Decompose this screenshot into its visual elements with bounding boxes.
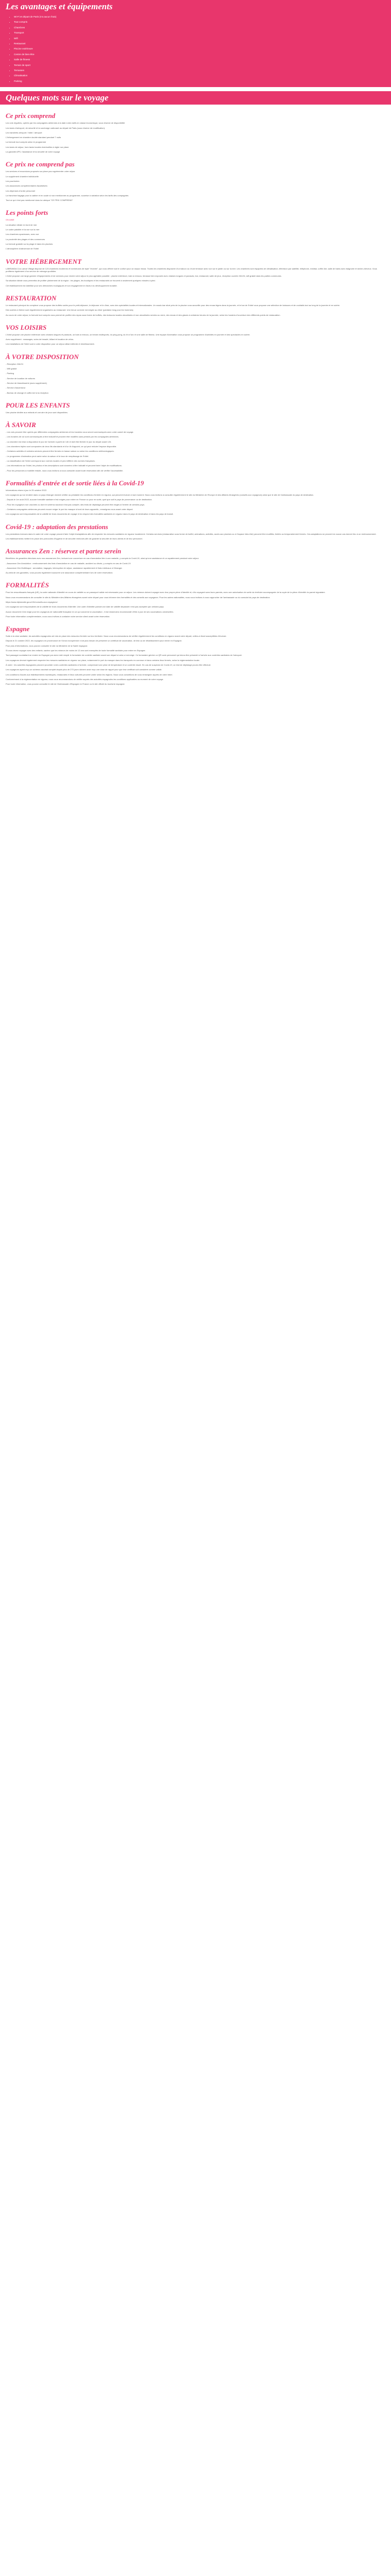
section-paragraph: Pour plus d'informations, vous pouvez consulter le site du Ministère de la Santé espagnol. — [6, 644, 88, 647]
section-heading: RESTAURATION — [6, 294, 57, 302]
info-section — [6, 581, 385, 618]
section-paragraph: L'hébergement en chambre double standard pendant 7 nuits — [6, 136, 61, 139]
info-section — [6, 523, 385, 540]
section-paragraph: - Certaines activités et certains services peuvent être fermés en basse saison ou selon les conditions météorologiques. — [6, 450, 115, 453]
section-paragraph: Les conditions d'accès aux établissements touristiques, restaurants et lieux culturels peuvent varier selon les régions. Nous vous conseillons de vous renseigner auprès de votre hôtel. — [6, 673, 173, 676]
section-paragraph: Bénéficiez de garanties étendues avec nos assurances Zen, incluant une couverture en cas d'annulation liée à une maladie, y compris la Covid-19, ainsi qu'une assistance et un rapatriement pendant votre séjour. — [6, 557, 199, 560]
section-heading: Les points forts — [6, 209, 48, 217]
info-section — [6, 353, 385, 394]
section-paragraph: Conformément à la réglementation en vigueur, nous vous recommandons de vérifier auprès des autorités espagnoles les conditions applicables au moment de votre voyage. — [6, 677, 164, 681]
section-paragraph: - Réception 24h/24 — [6, 362, 23, 365]
section-paragraph: Au cours de votre séjour, la formule tout compris vous permet de profiter des repas sous forme de buffets, des boissons locales alcoolisées et non alcoolisées servies au verre, des encas et des glaces à certaines heures de la journée, selon les horaires d'ouverture des différents points de restauration. — [6, 313, 281, 316]
section-paragraph: - Assurance Zen Annulation : remboursement des frais d'annulation en cas de maladie, accident ou décès, y compris en cas de Covid-19. — [6, 562, 132, 565]
info-section — [6, 258, 385, 287]
section-paragraph: Le restaurant principal du complexe vous propose des buffets variés pour le petit-déjeuner, le déjeuner et le dîner, avec des spécialités locales et internationales. Un snack-bar situé près de la piscine vous accueille pour des encas légers dans la journée, et le bar de l'hôtel vous propose une sélection de boissons et de cocktails tout au long de la journée et en soirée. — [6, 304, 340, 307]
section-paragraph: - Service de location de voitures — [6, 377, 35, 380]
section-paragraph: Les prestations incluses dans le cadre de votre voyage peuvent faire l'objet d'adaptations afin de respecter les mesures sanitaires en vigueur localement. Certains services (restauration sous forme de buffet, animations, activités, accès aux piscines ou à l'espace bien-être) peuvent être modifiés, limités ou temporairement fermés. Ces adaptations ne peuvent en aucun cas donner lieu à un remboursement. — [6, 532, 377, 535]
section-paragraph: - Pour les voyageurs non vaccinés ou dont le schéma vaccinal n'est pas complet, des tests de dépistage peuvent être exigés à l'entrée de certains pays. — [6, 503, 145, 506]
section-paragraph: Au-delà de ces garanties, vous pouvez également souscrire une assurance complémentaire lors de votre réservation. — [6, 571, 113, 574]
section-paragraph: Informations mises à jour le 25 octobre 2022. — [6, 488, 47, 492]
section-paragraph: Tout passager souhaitant se rendre en Espagne par avion doit remplir le formulaire de contrôle sanitaire avant son départ si celui-ci est exigé. Ce formulaire génère un QR code personnel qui devra être présenté à l'arrivée aux contrôles sanitaires de l'aéroport. — [6, 654, 242, 657]
section-paragraph: L'atmosphère chaleureuse de l'hôtel — [6, 247, 39, 250]
section-paragraph: Les voyageurs sont responsables de la validité de leurs documents de voyage et du respect des formalités sanitaires en vigueur dans le pays de destination et dans les pays de transit. — [6, 513, 174, 516]
section-paragraph: - Bureau de change et coffre-fort à la réception — [6, 391, 48, 394]
section-paragraph: L'hôtel propose une piscine extérieure avec chaises longues et parasols, un bain à remous, un terrain multisports, du ping-pong, du tir à l'arc et une salle de fitness. Une équipe d'animation vous propose un programme d'activités en journée et des spectacles en soirée. — [6, 333, 250, 336]
section-paragraph: Les voyageurs sont responsables de la validité de leurs documents d'identité. Une carte d'identité portant une date de validité dépassée n'est pas acceptée par certains pays. — [6, 605, 165, 608]
section-heading: Formalités d'entrée et de sortie liées à la Covid-19 — [6, 479, 144, 487]
section-paragraph: - Les chambres triples sont composées de deux lits standards et d'un lit d'appoint, ce qui peut réduire l'espace disponible. — [6, 445, 117, 448]
info-section — [6, 625, 385, 685]
info-content — [0, 105, 391, 685]
section-paragraph: Pour toute information complémentaire, nous vous invitons à contacter notre service client avant votre réservation. — [6, 615, 110, 618]
section-paragraph: - La chambre est mise à disposition le jour de l'arrivée à partir de 14h et doit être libérée le jour du départ avant 12h. — [6, 440, 112, 443]
section-paragraph: La garantie APS, l'assistance et la sécurité de votre voyage — [6, 150, 60, 154]
section-paragraph: La proximité des plages et des commerces — [6, 238, 45, 241]
section-paragraph: Les assurances complémentaires facultatives — [6, 184, 47, 188]
section-paragraph: Les voyageurs ayant reçu un schéma vaccinal complet depuis plus de 270 jours doivent avoir reçu une dose de rappel pour que leur certificat soit considéré comme valide. — [6, 668, 162, 671]
info-section — [6, 160, 385, 201]
section-paragraph: Si vous devez voyager avec des enfants, sachez que les mineurs de moins de 12 ans sont exemptés de toute formalité sanitaire pour entrer en Espagne. — [6, 649, 146, 652]
section-paragraph: - Les vols peuvent être opérés par différentes compagnies aériennes et les horaires vous seront communiqués avec votre carnet de voyage. — [6, 431, 134, 434]
section-paragraph: Les chambres spacieuses, avec vue — [6, 233, 39, 236]
section-paragraph: Les voyageurs qui se rendent dans un pays étranger doivent vérifier au préalable les conditions d'entrée en vigueur, qui peuvent évoluer à tout moment. Nous vous invitons à consulter régulièrement le site du Ministère de l'Europe et des Affaires étrangères (conseils aux voyageurs) ainsi que le site de l'ambassade du pays de destination. — [6, 494, 314, 497]
section-heading: À VOTRE DISPOSITION — [6, 352, 79, 361]
section-paragraph: LABRANDA Cos Lamar Village dispose de 124 chambres modernes et lumineuses de style "récente", qui vous offrent tout le confort pour un séjour réussi. Toutes les chambres disposent d'un balcon ou d'une terrasse avec vue sur le jardin ou sur la mer. Les chambres sont équipées de climatisation, télévision par satellite, téléphone, minibar, coffre-fort, salle de bains avec baignoire et sèche-cheveux. Vous profiterez également d'un service de ménage quotidien. — [6, 267, 377, 273]
section-paragraph: Nous vous recommandons de consulter le site du Ministère des Affaires étrangères avant votre départ pour vous informer des formalités et des conseils aux voyageurs. Pour les autres nationalités, nous vous invitons à vous rapprocher de l'ambassade ou du consulat du pays de destination. — [6, 596, 270, 599]
section-paragraph: - Wifi gratuit — [6, 367, 17, 370]
advantages-list — [0, 13, 391, 87]
info-section — [6, 479, 385, 516]
section-paragraph: - Certaines compagnies aériennes peuvent encore exiger le port du masque à bord de leurs appareils ; renseignez-vous avant votre départ. — [6, 508, 134, 511]
section-paragraph: Des soirées à thème sont régulièrement organisées au restaurant. Une tenue correcte est exigée au dîner (pantalon long pour les hommes). — [6, 309, 134, 312]
section-paragraph: - Le programme d'animation peut varier selon la saison et le taux de remplissage de l'hôtel. — [6, 454, 89, 457]
section-paragraph: Cet établissement est labellisé pour ses démarches écologiques et son engagement en faveur du développement durable. — [6, 284, 118, 287]
section-paragraph: - Pour les personnes à mobilité réduite, nous vous invitons à nous contacter avant toute réservation afin de vérifier l'accessibilité. — [6, 469, 123, 472]
section-paragraph: - Les informations sur l'hôtel, les photos et les descriptions sont données à titre indicatif et peuvent faire l'objet de modifications. — [6, 464, 122, 467]
advantage-item: • Wi-Fi et départ de Paris (n'a aucun frais) — [14, 14, 391, 20]
section-paragraph: - La classification de l'hôtel correspond aux normes locales et peut différer des normes françaises. — [6, 459, 95, 462]
info-section — [6, 324, 385, 346]
section-paragraph: - Service d'ascenseur — [6, 386, 26, 389]
section-subheading: ON AIME — [6, 218, 14, 222]
section-paragraph: L'hôtel propose une large gamme d'équipements et de services pour rendre votre séjour le plus agréable possible : piscine extérieure, bain à remous, terrasse bien exposée avec chaises longues et parasols, bar, restaurant, salle de jeux, réception ouverte 24h/24, wifi gratuit dans les parties communes. — [6, 275, 282, 278]
section-heading: VOTRE HÉBERGEMENT — [6, 257, 82, 265]
section-paragraph: Les dépenses d'ordre personnel — [6, 189, 36, 192]
section-paragraph: Suite à la crise sanitaire, les autorités espagnoles ont mis en place des mesures d'entrée sur leur territoire. Nous vous recommandons de vérifier régulièrement les conditions en vigueur avant votre départ, celles-ci étant susceptibles d'évoluer. — [6, 635, 227, 638]
info-section — [6, 209, 385, 250]
advantage-item: • Tout compris — [14, 20, 391, 25]
section-heading: POUR LES ENFANTS — [6, 401, 70, 409]
section-paragraph: - Assurance Zen Multirisque : annulation, bagages, interruption de séjour, assistance rapatriement et frais médicaux à l'étranger. — [6, 566, 123, 569]
section-heading: Ce prix ne comprend pas — [6, 160, 75, 168]
section-paragraph: Pour les ressortissants français (UE), la carte nationale d'identité en cours de validité ou un passeport valide est nécessaire pour ce séjour. Les mineurs doivent voyager avec leur propre pièce d'identité et, s'ils voyagent sans leurs parents, avec une autorisation de sortie du territoire accompagnée de la copie de la pièce d'identité du parent signataire. — [6, 591, 325, 594]
advantage-item: • Centre de bien-être — [14, 52, 391, 57]
advantages-header: Les avantages et équipements — [0, 0, 391, 13]
section-paragraph: La franchise bagage pour la cabine et en soute si non mentionnée au programme, soumise à variation selon les tarifs des compagnies — [6, 194, 128, 197]
section-paragraph: Les transferts aéroport / hôtel / aéroport — [6, 131, 42, 134]
section-paragraph: Une piscine dédiée aux enfants et une aire de jeux sont disponibles. — [6, 411, 68, 414]
section-paragraph: - Les horaires de vol sont communiqués à titre indicatif et peuvent être modifiés sans préavis par les compagnies aériennes. — [6, 435, 119, 438]
section-paragraph: Tout ce qui n'est pas mentionné dans la rubrique "CE PRIX COMPREND" — [6, 199, 73, 202]
section-heading: Ce prix comprend — [6, 112, 56, 120]
advantage-item: • Wifi — [14, 36, 391, 41]
section-paragraph: Les installations de l'hôtel sont à votre disposition pour un séjour alliant détente et divertissement. — [6, 343, 95, 346]
advantage-item: • Terrasses — [14, 68, 391, 73]
section-paragraph: https://www.diplomatie.gouv.fr/fr/conseils-aux-voyageurs/ — [6, 600, 58, 603]
info-section — [6, 421, 385, 472]
info-header: Quelques mots sur le voyage — [0, 91, 391, 105]
section-heading: VOS LOISIRS — [6, 323, 47, 331]
section-paragraph: Les taxes de séjour, hors taxes locales éventuelles à régler sur place — [6, 145, 69, 148]
section-paragraph: Sa situation idéale vous permettra de profiter pleinement de la région : les plages, les boutiques et les restaurants se trouvent à seulement quelques minutes à pied. — [6, 279, 156, 282]
advantage-item: • Piscine extérieure — [14, 46, 391, 52]
section-paragraph: La formule tout compris selon le programme — [6, 141, 46, 144]
info-section — [6, 294, 385, 316]
advantage-item: • Salle de fitness — [14, 57, 391, 62]
section-paragraph: Les voyageurs devront également respecter les mesures sanitaires en vigueur sur place, notamment le port du masque dans les transports en commun et dans certains lieux fermés, selon la réglementation locale. — [6, 658, 200, 662]
section-paragraph: Aucun document n'est exigé pour les voyageurs de nationalité française en ce qui concerne la vaccination ; il est néanmoins recommandé d'être à jour de ses vaccinations universelles. — [6, 610, 174, 613]
advantage-item: • Transport — [14, 30, 391, 36]
advantage-item: • Chambres — [14, 25, 391, 30]
advantage-item: • Climatisation — [14, 73, 391, 78]
section-heading: À SAVOIR — [6, 421, 36, 429]
section-paragraph: - Parking — [6, 372, 14, 375]
advantage-item: • Terrain de sport — [14, 63, 391, 68]
section-paragraph: La situation idéale en bord de mer — [6, 223, 37, 226]
info-section — [6, 401, 385, 414]
section-heading: Assurances Zen : réservez et partez serein — [6, 547, 121, 555]
section-heading: Covid-19 : adaptation des prestations — [6, 522, 108, 531]
section-paragraph: À noter : les autorités espagnoles peuvent procéder à des contrôles sanitaires à l'arrivée, comprenant une prise de température et un contrôle visuel. En cas de suspicion de Covid-19, un test de dépistage pourra être effectué. — [6, 663, 211, 666]
advantage-item: • Parking — [14, 79, 391, 84]
section-paragraph: - Service de blanchisserie (avec supplément) — [6, 381, 47, 384]
section-paragraph: Depuis le 21 octobre 2022, les voyageurs en provenance de l'Union européenne n'ont plus besoin de présenter un certificat de vaccination, de test ou de rétablissement pour entrer en Espagne. — [6, 639, 182, 642]
info-section — [6, 547, 385, 574]
section-heading: FORMALITÉS — [6, 581, 49, 589]
section-paragraph: - Depuis le 1er août 2022, aucune formalité sanitaire n'est exigée pour entrer en France ou pour en sortir, quel que soit le pays de provenance ou de destination. — [6, 498, 153, 501]
section-paragraph: Les établissements mettent en place des protocoles d'hygiène et de sécurité renforcés afin de garantir la sécurité de leurs clients et de leur personnel. — [6, 537, 143, 540]
page — [0, 0, 391, 685]
advantage-item: • Restaurant — [14, 41, 391, 46]
info-section — [6, 112, 385, 153]
section-paragraph: Les services et excursions proposés sur place pour agrémenter votre séjour — [6, 170, 75, 173]
section-paragraph: Les vols réguliers, opérés par les compagnies aériennes à la date à des tarifs en classe économique, sous réserve de disponibilité — [6, 122, 125, 125]
section-paragraph: Pour toute information, vous pouvez consulter le site de l'Ambassade d'Espagne en France ou le site officiel du tourisme espagnol. — [6, 683, 125, 686]
section-heading: Espagne — [6, 625, 30, 633]
section-paragraph: La formule gratuite sur la plage et dans les piscines — [6, 242, 53, 245]
section-paragraph: Le cadre paisible et la vue sur la mer — [6, 228, 40, 231]
section-paragraph: Avec supplément : massages, soins de beauté, billard et location de vélos. — [6, 338, 74, 341]
section-paragraph: Les pourboires — [6, 179, 20, 182]
section-paragraph: Le supplément chambre individuelle — [6, 175, 39, 178]
section-paragraph: Les taxes d'aéroport, de sécurité et la surcharge carburant au départ de Paris (sous réserve de modification) — [6, 126, 105, 129]
